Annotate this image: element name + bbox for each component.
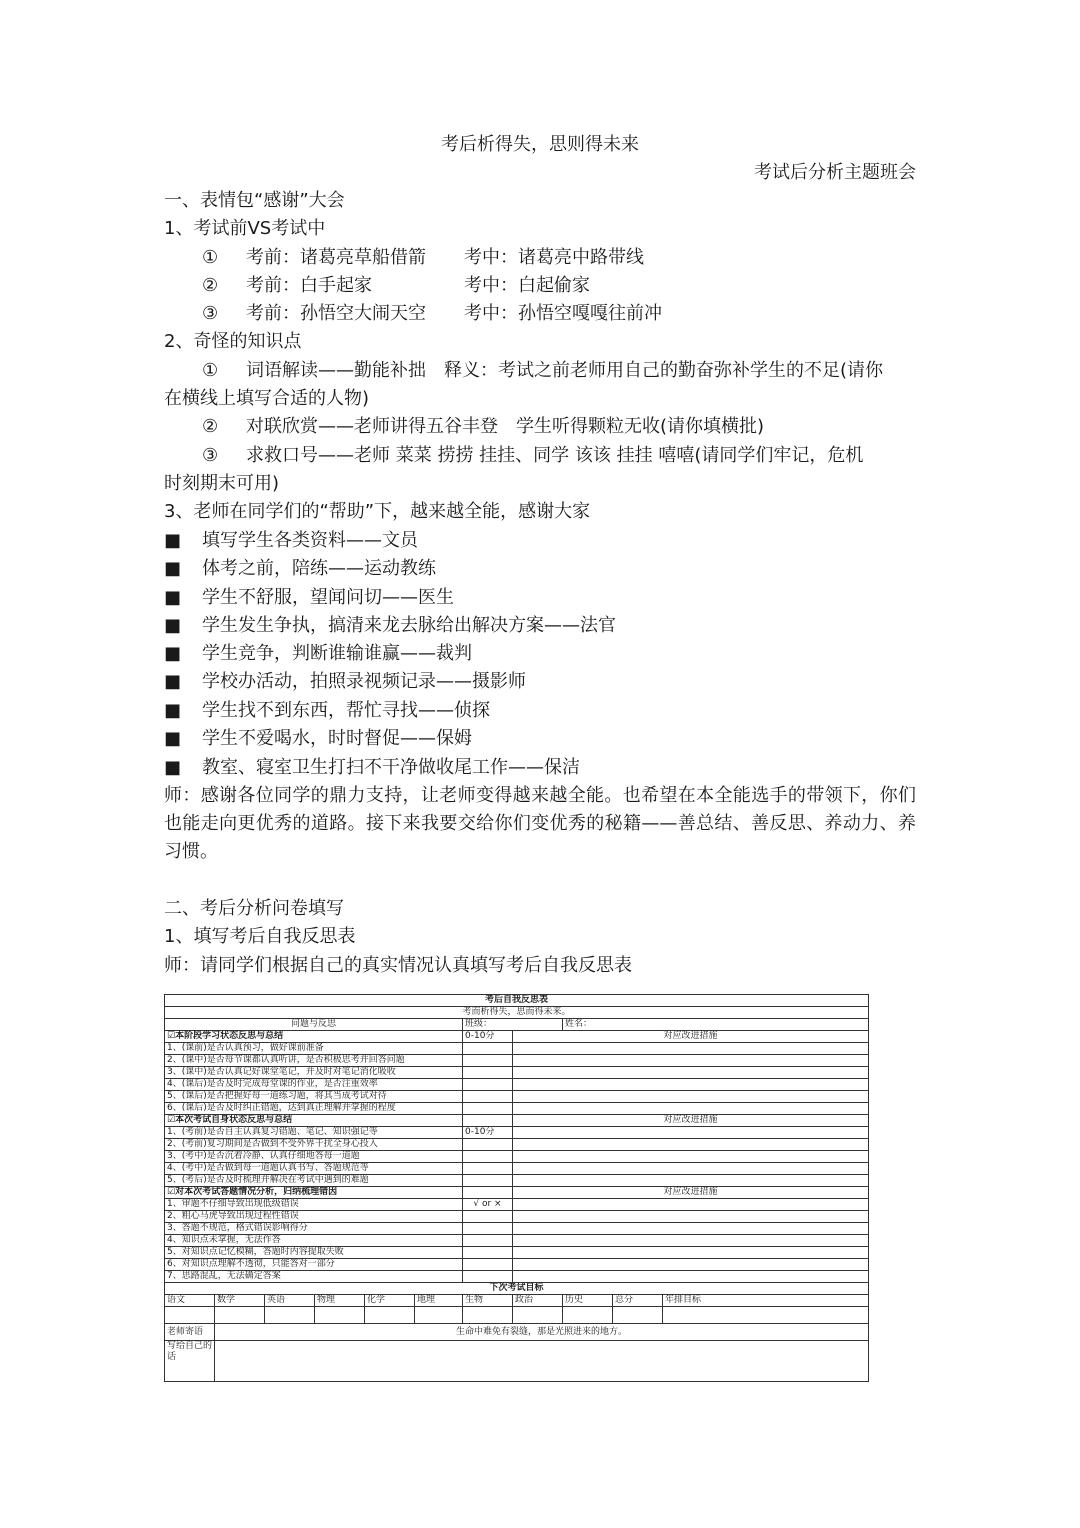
subject-label: 总分 xyxy=(613,1295,663,1307)
section-2-teacher: 师：请同学们根据自己的真实情况认真填写考后自我反思表 xyxy=(164,955,632,976)
self-label: 写给自己的话 xyxy=(165,1341,215,1382)
knowledge-item-3 xyxy=(202,445,863,467)
list-item: ■ 体考之前，陪练——运动教练 xyxy=(164,558,436,579)
list-item: ■ 学生竞争，判断谁输谁赢——裁判 xyxy=(164,643,472,664)
subject-label: 年排目标 xyxy=(663,1295,869,1307)
compare-item xyxy=(202,247,644,269)
table-row: 2、粗心马虎导致出现过程性错误 xyxy=(165,1211,463,1223)
table-row: 1、审题不仔细导致出现低级错误 xyxy=(165,1199,463,1211)
item-text: 求救口号——老师 菜菜 捞捞 挂挂、同学 该该 挂挂 嘻嘻(请同学们牢记，危机 xyxy=(246,445,864,466)
subject-label: 生物 xyxy=(463,1295,513,1307)
doc-subtitle: 考试后分析主题班会 xyxy=(754,162,916,183)
before-text: 考前：孙悟空大闹天空 xyxy=(246,303,426,324)
subject-label: 历史 xyxy=(563,1295,613,1307)
subject-label: 化学 xyxy=(365,1295,415,1307)
item-number: ③ xyxy=(202,445,219,466)
section-title: ☑对本次考试答题情况分析，归纳梳理错因 xyxy=(165,1187,463,1199)
part-3-heading: 3、老师在同学们的“帮助”下，越来越全能，感谢大家 xyxy=(164,501,591,522)
knowledge-item-2 xyxy=(202,416,764,438)
list-item: ■ 学生找不到东西，帮忙寻找——侦探 xyxy=(164,700,490,721)
item-number: ③ xyxy=(202,303,219,324)
doc-title: 考后析得失，思则得未来 xyxy=(441,134,639,155)
table-row: 5、对知识点记忆模糊，答题时内容提取失败 xyxy=(165,1247,463,1259)
score-header: 0-10分 xyxy=(463,1031,513,1043)
part-1-heading: 1、考试前VS考试中 xyxy=(164,218,326,239)
reflection-table xyxy=(164,994,869,1382)
measure-header: 对应改进措施 xyxy=(513,1115,869,1127)
section-2-heading: 二、考后分析问卷填写 xyxy=(164,898,344,919)
table-row: 5、(考后)是否及时梳理并解决在考试中遇到的难题 xyxy=(165,1175,463,1187)
table-row: 3、答题不规范，格式错误影响得分 xyxy=(165,1223,463,1235)
subject-label: 地理 xyxy=(415,1295,463,1307)
compare-item xyxy=(202,275,590,297)
before-text: 考前：白手起家 xyxy=(246,275,372,296)
list-item: ■ 教室、寝室卫生打扫不干净做收尾工作——保洁 xyxy=(164,757,580,778)
section-title: ☑本次考试自身状态反思与总结 xyxy=(165,1115,463,1127)
bullet-icon: ■ xyxy=(164,615,182,636)
item-number: ② xyxy=(202,275,219,296)
self-message-field[interactable] xyxy=(215,1341,869,1382)
knowledge-item-1-cont: 在横线上填写合适的人物) xyxy=(164,388,370,409)
item-text: 词语解读——勤能补拙 释义：考试之前老师用自己的勤奋弥补学生的不足(请你 xyxy=(246,360,884,381)
item-number: ① xyxy=(202,247,219,268)
measure-header: 对应改进措施 xyxy=(513,1031,869,1043)
table-row: 4、(考中)是否做到每一道题认真书写、答题规范等 xyxy=(165,1163,463,1175)
bullet-icon: ■ xyxy=(164,728,182,749)
list-item: ■ 学生不舒服，望闻问切——医生 xyxy=(164,587,454,608)
before-text: 考前：诸葛亮草船借箭 xyxy=(246,247,426,268)
goals-title: 下次考试目标 xyxy=(165,1283,869,1295)
table-row: 1、(课前)是否认真预习，做好课前准备 xyxy=(165,1043,463,1055)
item-text: 对联欣赏——老师讲得五谷丰登 学生听得颗粒无收(请你填横批) xyxy=(246,416,765,437)
part-2-heading: 2、奇怪的知识点 xyxy=(164,331,302,352)
bullet-icon: ■ xyxy=(164,671,182,692)
table-row: 5、(课后)是否把握好每一道练习题，将其当成考试对待 xyxy=(165,1091,463,1103)
table-row: 6、对知识点理解不透彻，只能答对一部分 xyxy=(165,1259,463,1271)
list-item: ■ 学生不爱喝水，时时督促——保姆 xyxy=(164,728,472,749)
during-text: 考中：诸葛亮中路带线 xyxy=(464,247,644,268)
compare-item xyxy=(202,303,662,325)
bullet-icon: ■ xyxy=(164,643,182,664)
subject-label: 语文 xyxy=(165,1295,215,1307)
knowledge-item-1 xyxy=(202,360,883,382)
teacher-label: 老师寄语 xyxy=(165,1324,215,1341)
item-number: ② xyxy=(202,416,219,437)
col-class[interactable]: 班级： xyxy=(463,1019,563,1031)
bullet-icon: ■ xyxy=(164,530,182,551)
subject-label: 数学 xyxy=(215,1295,265,1307)
knowledge-item-3-cont: 时刻期末可用) xyxy=(164,473,280,494)
teacher-message: 生命中难免有裂缝，那是光照进来的地方。 xyxy=(215,1324,869,1341)
table-motto: 考而析得失，思而得未来。 xyxy=(165,1007,869,1019)
item-number: ① xyxy=(202,360,219,381)
list-item: ■ 填写学生各类资料——文员 xyxy=(164,530,418,551)
table-title: 考后自我反思表 xyxy=(165,995,869,1007)
during-text: 考中：孙悟空嘎嘎往前冲 xyxy=(464,303,662,324)
table-row: 2、(考前)复习期间是否做到不受外界干扰全身心投入 xyxy=(165,1139,463,1151)
bullet-icon: ■ xyxy=(164,587,182,608)
mark-header: √ or × xyxy=(463,1199,513,1211)
subject-label: 英语 xyxy=(265,1295,315,1307)
subject-label: 物理 xyxy=(315,1295,365,1307)
score-header: 0-10分 xyxy=(463,1127,513,1139)
list-item: ■ 学校办活动，拍照录视频记录——摄影师 xyxy=(164,671,526,692)
bullet-icon: ■ xyxy=(164,558,182,579)
section-2-part-1: 1、填写考后自我反思表 xyxy=(164,926,356,947)
measure-header: 对应改进措施 xyxy=(513,1187,869,1199)
section-title: ☑本阶段学习状态反思与总结 xyxy=(165,1031,463,1043)
teacher-paragraph: 师：感谢各位同学的鼎力支持，让老师变得越来越全能。也希望在本全能选手的带领下，你们也能走向更优秀的道路。接下来我要交给你们变优秀的秘籍——善总结、善反思、养动力、养习惯。 xyxy=(164,785,916,862)
col-question: 问题与反思 xyxy=(165,1019,463,1031)
table-row: 7、思路混乱，无法确定答案 xyxy=(165,1271,463,1283)
list-item: ■ 学生发生争执，搞清来龙去脉给出解决方案——法官 xyxy=(164,615,616,636)
table-row: 2、(课中)是否每节课都认真听讲，是否积极思考并回答问题 xyxy=(165,1055,463,1067)
col-name[interactable]: 姓名： xyxy=(563,1019,869,1031)
bullet-icon: ■ xyxy=(164,757,182,778)
subject-label: 政治 xyxy=(513,1295,563,1307)
table-row: 6、(课后)是否及时纠正错题，达到真正理解并掌握的程度 xyxy=(165,1103,463,1115)
table-row: 4、知识点未掌握，无法作答 xyxy=(165,1235,463,1247)
table-row: 3、(课中)是否认真记好课堂笔记，并及时对笔记消化吸收 xyxy=(165,1067,463,1079)
table-row: 3、(考中)是否沉着冷静、认真仔细地答每一道题 xyxy=(165,1151,463,1163)
table-row: 4、(课后)是否及时完成每堂课的作业，是否注重效率 xyxy=(165,1079,463,1091)
during-text: 考中：白起偷家 xyxy=(464,275,590,296)
bullet-icon: ■ xyxy=(164,700,182,721)
table-row: 1、(考前)是否自主认真复习错题、笔记、知识强记等 xyxy=(165,1127,463,1139)
section-1-heading: 一、表情包“感谢”大会 xyxy=(164,190,345,211)
